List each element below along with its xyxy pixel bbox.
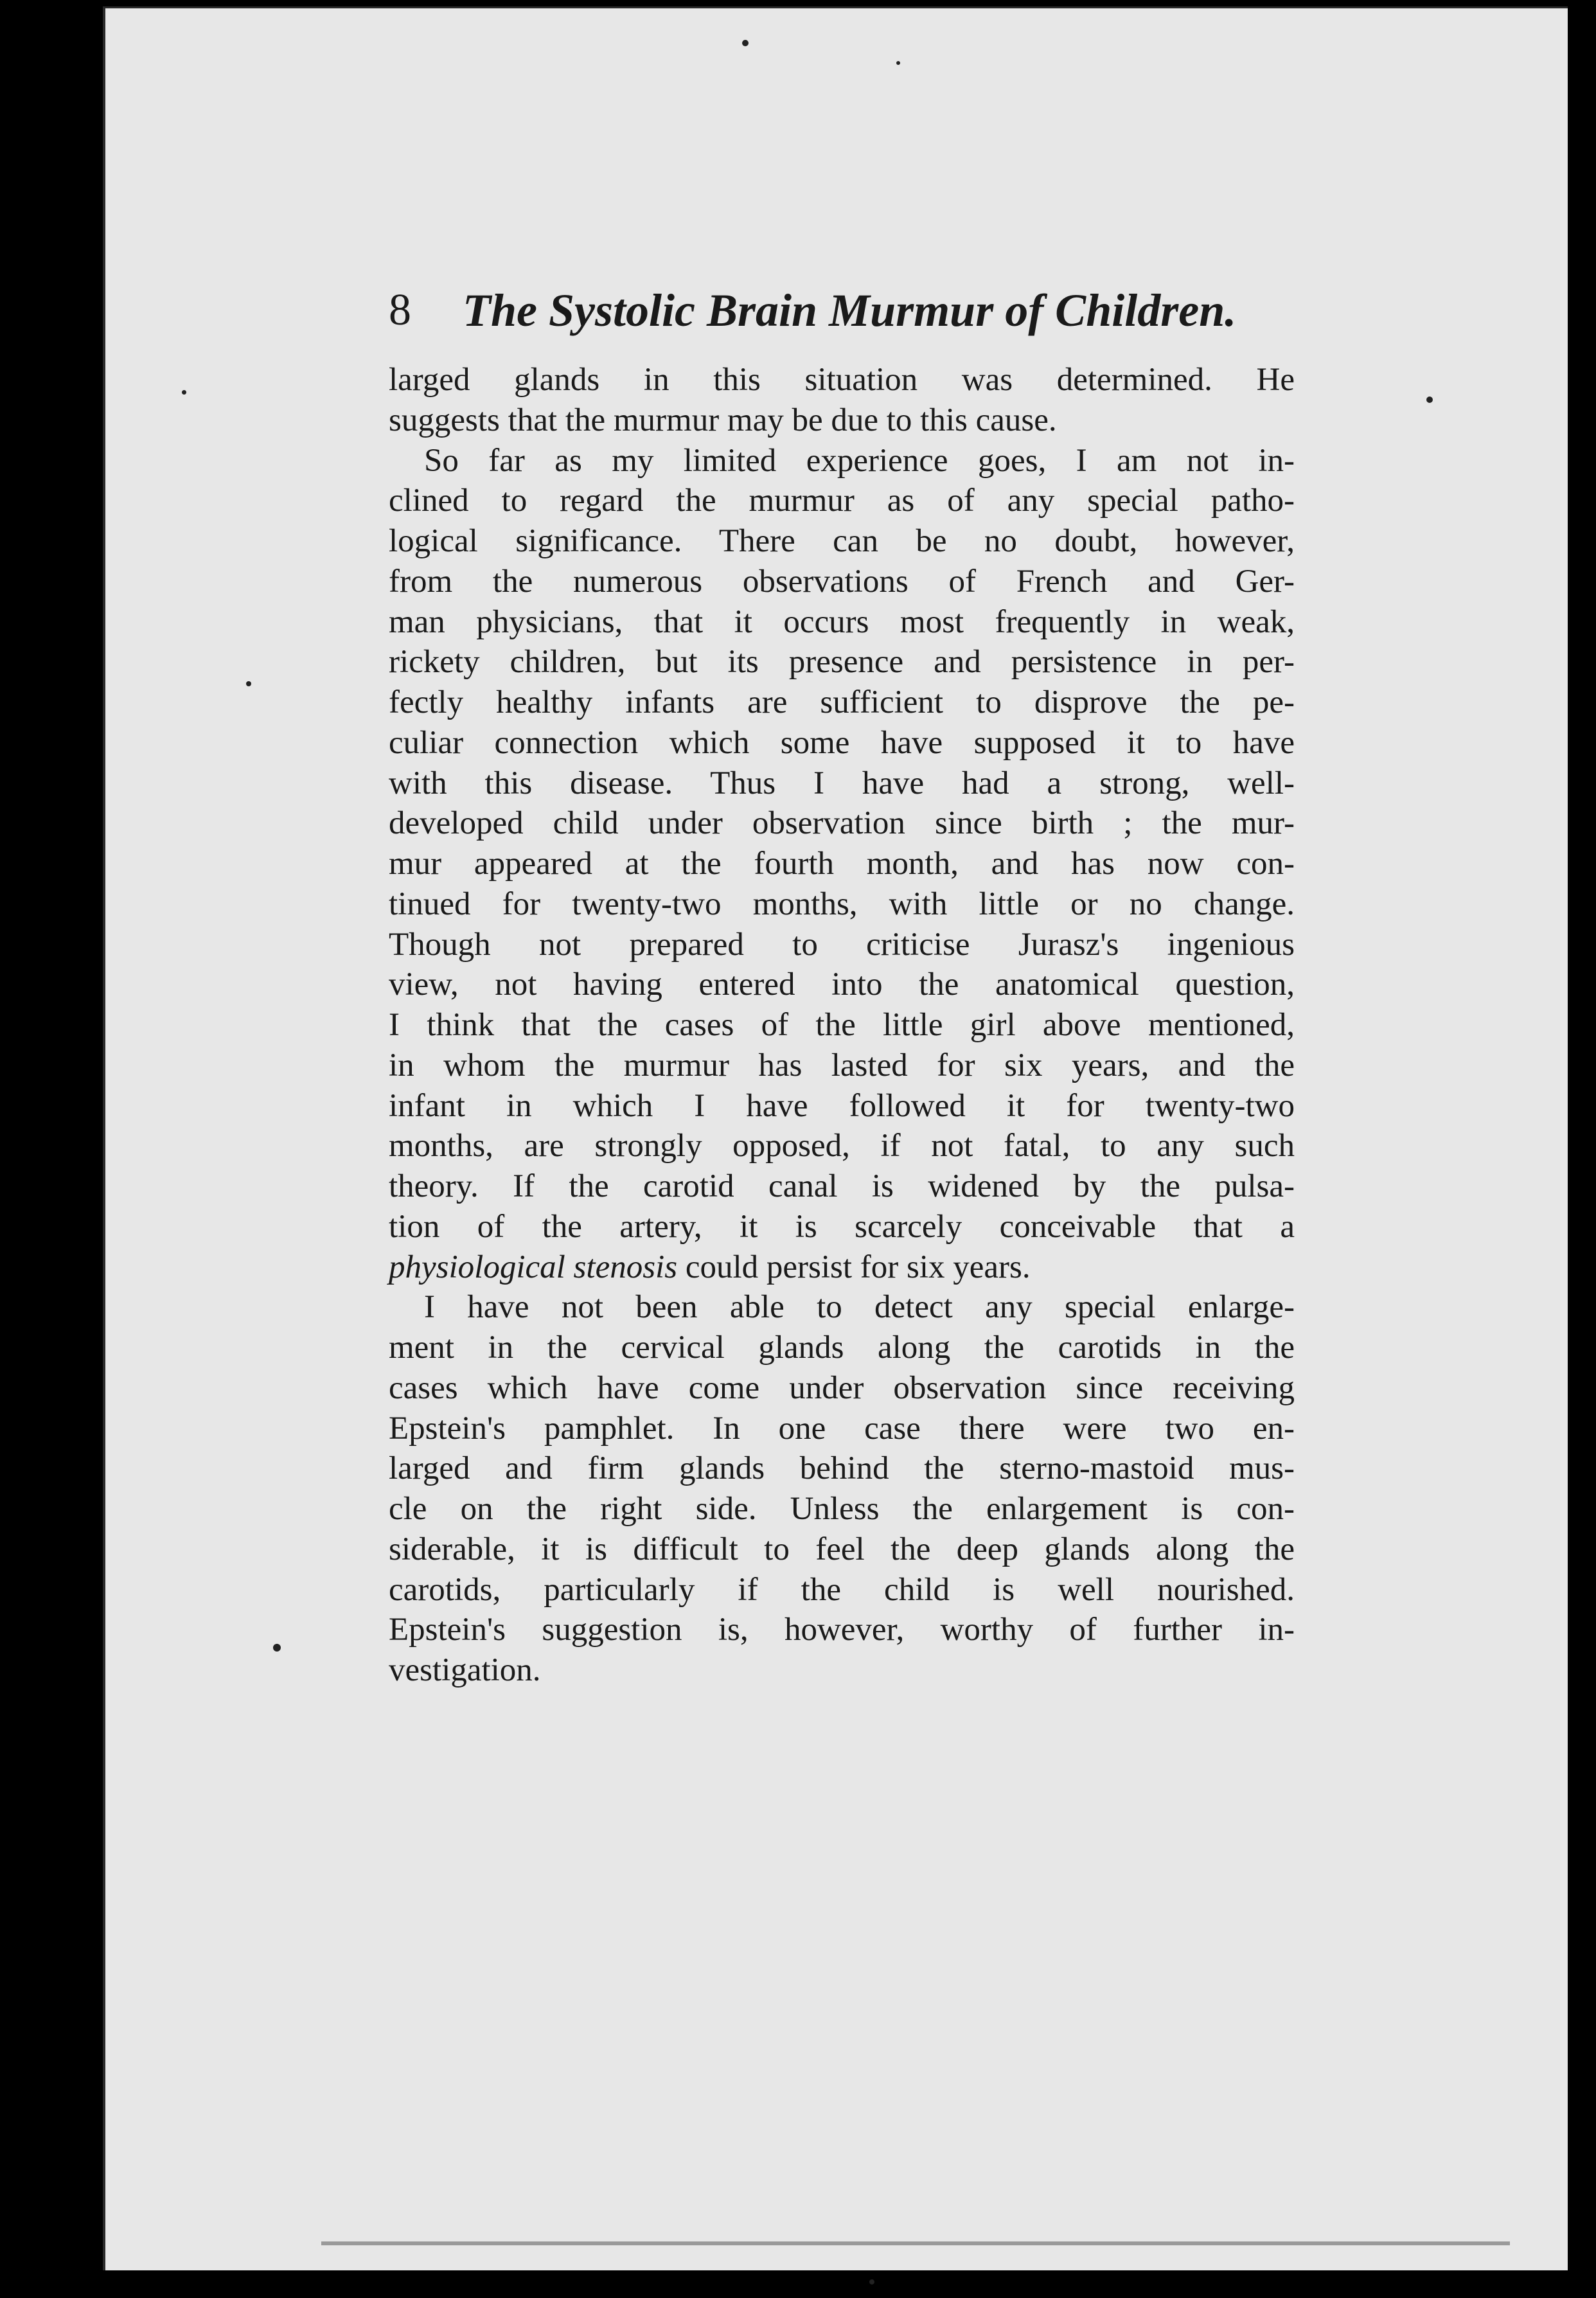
text-line: suggests that the murmur may be due to this cause.	[389, 402, 1057, 438]
text-line: larged glands in this situation was determined. He	[389, 362, 1295, 398]
text-line: fectly healthy infants are sufficient to disprove the pe-	[389, 684, 1295, 720]
page-header	[389, 276, 1301, 347]
text-line: vestigation.	[389, 1652, 541, 1688]
text-line: man physicians, that it occurs most frequently in weak,	[389, 603, 1295, 640]
text-line: logical significance. There can be no doubt, however,	[389, 523, 1295, 559]
scan-smudge	[321, 2241, 1510, 2245]
text-line: infant in which I have followed it for twenty-two	[389, 1087, 1295, 1124]
text-line: mur appeared at the fourth month, and has now con-	[389, 846, 1295, 882]
scan-speck	[246, 681, 251, 686]
text-line: siderable, it is difficult to feel the deep glands along the	[389, 1531, 1295, 1567]
text-line: with this disease. Thus I have had a strong, well-	[389, 765, 1295, 801]
text-line: theory. If the carotid canal is widened by the pulsa-	[389, 1168, 1295, 1204]
text-line: I have not been able to detect any special enlarge-	[424, 1289, 1295, 1326]
text-line: tinued for twenty-two months, with little or no change.	[389, 886, 1295, 922]
text-line: months, are strongly opposed, if not fatal, to any such	[389, 1128, 1295, 1164]
text-line: Epstein's pamphlet. In one case there were two en-	[389, 1410, 1295, 1447]
text-line: culiar connection which some have supposed it to have	[389, 724, 1295, 761]
page-number: 8	[389, 285, 411, 335]
text-line: in whom the murmur has lasted for six years, and the	[389, 1047, 1295, 1083]
text-line-rest: could persist for six years.	[677, 1249, 1031, 1285]
text-line: So far as my limited experience goes, I am not in-	[424, 442, 1295, 479]
scan-speck	[1426, 396, 1433, 403]
text-line: rickety children, but its presence and persistence in per-	[389, 644, 1295, 681]
scan-speck	[869, 2279, 874, 2285]
text-line: Epstein's suggestion is, however, worthy of further in-	[389, 1612, 1295, 1648]
text-line: view, not having entered into the anatomical question,	[389, 966, 1295, 1003]
scan-speck	[273, 1644, 281, 1652]
text-line: developed child under observation since birth ; the mur-	[389, 805, 1295, 842]
text-line: carotids, particularly if the child is well nourished.	[389, 1571, 1295, 1608]
italic-phrase: physiological stenosis	[389, 1249, 678, 1285]
text-line: larged and firm glands behind the sterno-mastoid mus-	[389, 1450, 1295, 1487]
text-line: I think that the cases of the little girl above mentioned,	[389, 1007, 1295, 1043]
text-line: Though not prepared to criticise Jurasz's ingenious	[389, 926, 1295, 963]
scan-speck	[896, 61, 900, 65]
text-line	[389, 1247, 1295, 1288]
text-line: cle on the right side. Unless the enlargement is con-	[389, 1491, 1295, 1527]
scan-speck	[182, 390, 186, 395]
text-line: tion of the artery, it is scarcely conceivable that a	[389, 1208, 1295, 1245]
text-line: ment in the cervical glands along the carotids in the	[389, 1330, 1295, 1366]
scan-speck	[742, 40, 749, 46]
body-text	[389, 360, 1295, 1691]
text-line: cases which have come under observation since receiving	[389, 1369, 1295, 1406]
text-line: clined to regard the murmur as of any special patho-	[389, 483, 1295, 519]
running-title: The Systolic Brain Murmur of Children.	[463, 285, 1237, 336]
text-line: from the numerous observations of French and Ger-	[389, 563, 1295, 600]
